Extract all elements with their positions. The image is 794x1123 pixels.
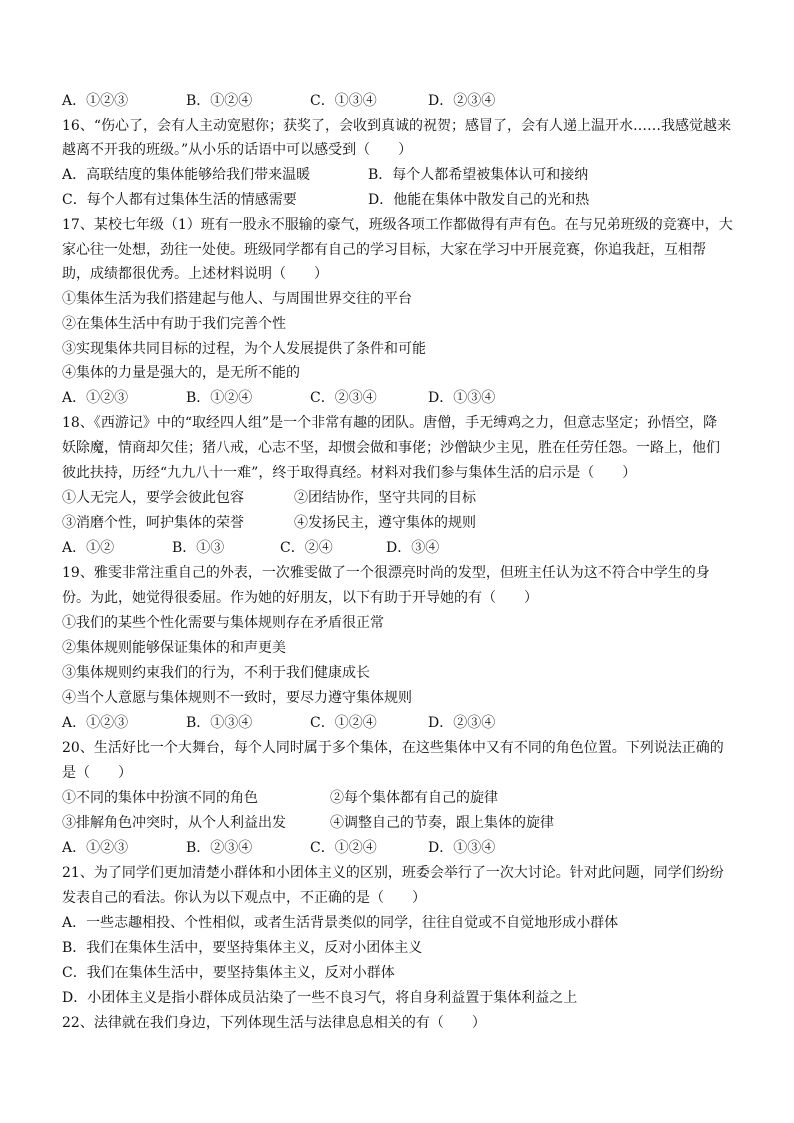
- q17-item-1: ①集体生活为我们搭建起与他人、与周围世界交往的平台: [62, 291, 412, 307]
- q20-item-2: ②每个集体都有自己的旋律: [330, 790, 498, 806]
- q16-option-c: C．每个人都有过集体生活的情感需要: [62, 192, 297, 208]
- q17-stem-line3: 助，成绩都很优秀。上述材料说明（ ）: [62, 266, 328, 282]
- q22-stem-line1: 22、法律就在我们身边，下列体现生活与法律息息相关的有（ ）: [62, 1015, 486, 1031]
- q20-stem-line2: 是（ ）: [62, 765, 132, 781]
- q18-item-1: ①人无完人，要学会彼此包容: [62, 490, 244, 506]
- q19-item-2: ②集体规则能够保证集体的和声更美: [62, 640, 286, 656]
- q21-stem-line2: 发表自己的看法。你认为以下观点中，不正确的是（ ）: [62, 890, 426, 906]
- q16-stem-line1: 16、“伤心了，会有人主动宽慰你；获奖了，会收到真诚的祝贺；感冒了，会有人递上温开水……我感觉越来: [62, 118, 731, 134]
- q16-option-b: B．每个人都希望被集体认可和接纳: [368, 167, 589, 183]
- q18-option-d: D．③④: [386, 540, 440, 556]
- q15-option-d: D．②③④: [428, 93, 496, 109]
- q17-item-2: ②在集体生活中有助于我们完善个性: [62, 316, 286, 332]
- q19-stem-line2: 份。为此，她觉得很委屈。作为她的好朋友，以下有助于开导她的有（ ）: [62, 590, 538, 606]
- q20-option-c: C．①②④: [310, 840, 377, 856]
- q19-option-c: C．①②④: [310, 715, 377, 731]
- q19-stem-line1: 19、雅雯非常注重自己的外表，一次雅雯做了一个很漂亮时尚的发型，但班主任认为这不符合中学生的身: [62, 565, 710, 581]
- q20-option-b: B．②③④: [186, 840, 253, 856]
- q15-option-c: C．①③④: [310, 93, 377, 109]
- q18-option-a: A．①②: [62, 540, 115, 556]
- q18-item-3: ③消磨个性，呵护集体的荣誉: [62, 515, 244, 531]
- q17-option-c: C．②③④: [310, 390, 377, 406]
- q21-stem-line1: 21、为了同学们更加清楚小群体和小团体主义的区别，班委会举行了一次大讨论。针对此问题，同学们纷纷: [62, 865, 724, 881]
- q20-stem-line1: 20、生活好比一个大舞台，每个人同时属于多个集体，在这些集体中又有不同的角色位置。下列说法正确的: [62, 740, 724, 756]
- q18-stem-line2: 妖除魔，情商却欠佳；猪八戒，心志不坚，却惯会做和事佬；沙僧缺少主见，胜在任劳任怨。一路上，他们: [62, 440, 720, 456]
- q19-option-a: A．①②③: [62, 715, 129, 731]
- q17-option-d: D．①③④: [428, 390, 496, 406]
- q15-option-a: A．①②③: [62, 93, 129, 109]
- q18-stem-line3: 彼此扶持，历经“九九八十一难”，终于取得真经。材料对我们参与集体生活的启示是（ ）: [62, 465, 637, 481]
- q21-option-c: C．我们在集体生活中，要坚持集体主义，反对小群体: [62, 965, 395, 981]
- q21-option-a: A．一些志趣相投、个性相似，或者生活背景类似的同学，往往自觉或不自觉地形成小群体: [62, 915, 619, 931]
- q15-option-b: B．①②④: [186, 93, 253, 109]
- q17-stem-line1: 17、某校七年级（1）班有一股永不服输的豪气，班级各项工作都做得有声有色。在与兄弟班级的竞赛中，大: [62, 217, 733, 233]
- q17-item-3: ③实现集体共同目标的过程，为个人发展提供了条件和可能: [62, 341, 426, 357]
- q19-item-3: ③集体规则约束我们的行为，不利于我们健康成长: [62, 665, 370, 681]
- q17-option-a: A．①②③: [62, 390, 129, 406]
- q19-item-4: ④当个人意愿与集体规则不一致时，要尽力遵守集体规则: [62, 690, 412, 706]
- q20-item-4: ④调整自己的节奏，跟上集体的旋律: [330, 815, 554, 831]
- q18-item-2: ②团结协作，坚守共同的目标: [294, 490, 476, 506]
- q19-option-b: B．①③④: [186, 715, 253, 731]
- q17-item-4: ④集体的力量是强大的，是无所不能的: [62, 365, 300, 381]
- q18-option-b: B．①③: [172, 540, 225, 556]
- q20-item-3: ③排解角色冲突时，从个人利益出发: [62, 815, 286, 831]
- q20-option-a: A．①②③: [62, 840, 129, 856]
- q21-option-d: D．小团体主义是指小群体成员沾染了一些不良习气，将自身利益置于集体利益之上: [62, 990, 578, 1006]
- q17-option-b: B．①②④: [186, 390, 253, 406]
- q17-stem-line2: 家心往一处想，劲往一处使。班级同学都有自己的学习目标，大家在学习中开展竞赛，你追我赶，互相帮: [62, 242, 706, 258]
- q18-option-c: C．②④: [280, 540, 333, 556]
- q20-option-d: D．①③④: [428, 840, 496, 856]
- q16-option-a: A．高联结度的集体能够给我们带来温暖: [62, 167, 311, 183]
- q19-item-1: ①我们的某些个性化需要与集体规则存在矛盾很正常: [62, 615, 384, 631]
- q18-item-4: ④发扬民主，遵守集体的规则: [294, 515, 476, 531]
- q16-option-d: D．他能在集体中散发自己的光和热: [368, 192, 590, 208]
- q20-item-1: ①不同的集体中扮演不同的角色: [62, 790, 258, 806]
- q16-stem-line2: 越离不开我的班级。”从小乐的话语中可以感受到（ ）: [62, 142, 413, 158]
- q18-stem-line1: 18、《西游记》中的“取经四人组”是一个非常有趣的团队。唐僧，手无缚鸡之力，但意志坚定；孙悟空，降: [62, 415, 718, 431]
- q21-option-b: B．我们在集体生活中，要坚持集体主义，反对小团体主义: [62, 940, 423, 956]
- q19-option-d: D．②③④: [428, 715, 496, 731]
